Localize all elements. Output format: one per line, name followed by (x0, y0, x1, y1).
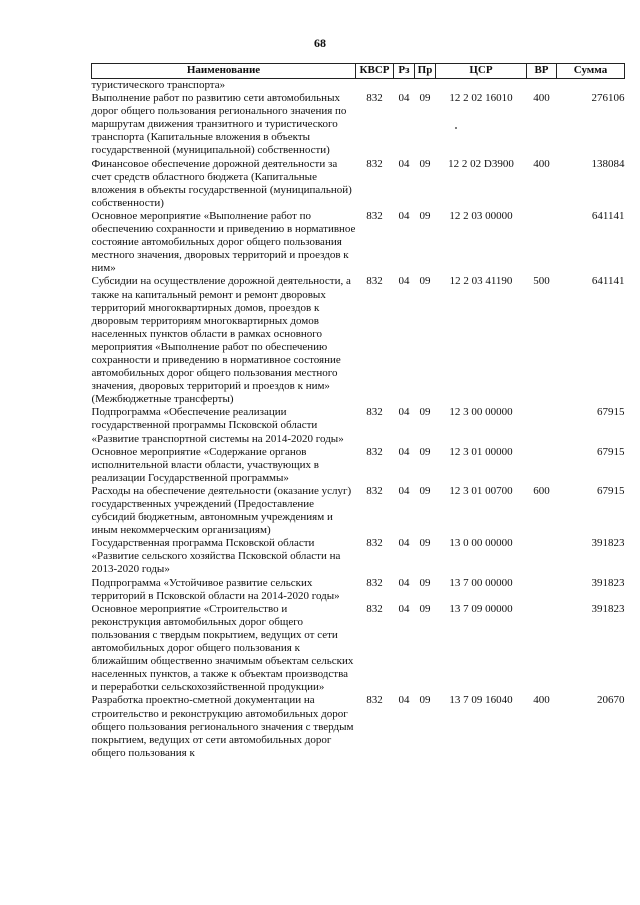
cell-csr: 12 3 00 00000 (449, 406, 513, 419)
table-row (92, 603, 625, 695)
cell-sum: 391823 (591, 602, 625, 615)
cell-vr: 400 (533, 694, 550, 707)
budget-table (91, 63, 625, 760)
cell-sum: 20670 (597, 694, 625, 707)
cell-csr: 13 7 00 00000 (449, 576, 513, 589)
cell-rz: 04 (398, 275, 410, 288)
cell-vr (527, 406, 557, 445)
cell-csr: 13 7 09 16040 (449, 694, 513, 707)
header-kvsr: КВСР (356, 64, 394, 79)
cell-kvsr: 832 (366, 406, 383, 419)
cell-kvsr: 832 (366, 576, 383, 589)
cell-vr (527, 537, 557, 576)
cell-pr: 09 (419, 209, 431, 222)
cell-csr: 13 0 00 00000 (449, 537, 513, 550)
cell-vr (527, 210, 557, 275)
cell-kvsr: 832 (366, 157, 383, 170)
cell-sum: 276106 (591, 92, 625, 105)
cell-pr: 09 (419, 445, 431, 458)
header-rz: Рз (394, 64, 415, 79)
cell-pr: 09 (419, 275, 431, 288)
cell-rz: 04 (398, 484, 410, 497)
cell-pr: 09 (419, 537, 431, 550)
cell-csr: 12 3 01 00000 (449, 445, 513, 458)
cell-rz: 04 (398, 406, 410, 419)
cell-name: Основное мероприятие «Строительство и реконструкция автомобильных дорог общего пользования с твердым покрытием, ведущих от сети автомобильных дорог общего пользования к ближайшим общественно значимым объектам сельских населенных пунктов, а также к объектам производства и переработки сельскохозяйственной продукции» (91, 602, 354, 694)
cell-sum: 641141 (591, 209, 625, 222)
cell-pr: 09 (419, 484, 431, 497)
cell-kvsr: 832 (366, 484, 383, 497)
table-row (92, 537, 625, 576)
cell-kvsr: 832 (366, 92, 383, 105)
cell-sum: 67915 (597, 484, 625, 497)
cell-csr: 12 2 03 00000 (449, 209, 513, 222)
table-row (92, 275, 625, 406)
cell-vr: 400 (533, 157, 550, 170)
cell-pr: 09 (419, 406, 431, 419)
cell-name: Подпрограмма «Обеспечение реализации государственной программы Псковской области «Развитие транспортной системы на 2014-2020 годы» (91, 406, 344, 445)
cell-kvsr: 832 (366, 209, 383, 222)
cell-rz: 04 (398, 576, 410, 589)
table-row (92, 92, 625, 157)
table-header-row (92, 64, 625, 79)
cell-name: Подпрограмма «Устойчивое развитие сельских территорий в Псковской области на 2014-2020 годы» (91, 576, 340, 602)
cell-name: Выполнение работ по развитию сети автомобильных дорог общего пользования регионального значения по маршрутам движения транзитного и туристического транспорта (Капитальные вложения в объекты государственной (муниципальной) собственности) (91, 92, 347, 157)
table-row (92, 406, 625, 445)
cell-sum: 67915 (597, 406, 625, 419)
table-row (92, 158, 625, 210)
table-row (92, 210, 625, 275)
cell-name: Государственная программа Псковской области «Развитие сельского хозяйства Псковской области на 2013-2020 годы» (91, 537, 341, 576)
cell-sum: 138084 (591, 157, 625, 170)
table-row (92, 577, 625, 603)
table-row (92, 446, 625, 485)
cell-csr: 12 3 01 00700 (449, 484, 513, 497)
cell-kvsr: 832 (366, 275, 383, 288)
cell-rz: 04 (398, 92, 410, 105)
cell-kvsr: 832 (366, 537, 383, 550)
cell-vr: 500 (533, 275, 550, 288)
cell-csr: 12 2 03 41190 (449, 275, 513, 288)
cell-sum: 67915 (597, 445, 625, 458)
table-row-continuation (92, 79, 625, 93)
cell-pr: 09 (419, 576, 431, 589)
header-sum: Сумма (557, 64, 625, 79)
cell-vr: 600 (533, 484, 550, 497)
cell-name: Основное мероприятие «Выполнение работ по обеспечению сохранности и приведению в нормативное состояние автомобильных дорог общего пользования местного значения, дворовых территорий и проездов к ним» (91, 209, 356, 275)
cell-csr: 13 7 09 00000 (449, 602, 513, 615)
cell-rz: 04 (398, 157, 410, 170)
header-csr: ЦСР (436, 64, 527, 79)
table-row (92, 485, 625, 537)
cell-csr: 12 2 02 16010 (449, 92, 513, 105)
cell-sum: 391823 (591, 576, 625, 589)
header-vr: ВР (527, 64, 557, 79)
cell-pr: 09 (419, 157, 431, 170)
cell-name: Основное мероприятие «Содержание органов исполнительной власти области, участвующих в реализации Государственной программы» (91, 445, 319, 484)
cell-kvsr: 832 (366, 694, 383, 707)
cell-sum: 391823 (591, 537, 625, 550)
cell-pr: 09 (419, 92, 431, 105)
cell-kvsr: 832 (366, 602, 383, 615)
cell-rz: 04 (398, 209, 410, 222)
cell-rz: 04 (398, 537, 410, 550)
cell-csr: 12 2 02 D3900 (448, 157, 514, 170)
cell-vr: 400 (533, 92, 550, 105)
header-pr: Пр (415, 64, 436, 79)
cell-pr: 09 (419, 602, 431, 615)
cell-pr: 09 (419, 694, 431, 707)
scan-speck (455, 127, 457, 129)
continuation-text: туристического транспорта» (91, 79, 226, 91)
cell-vr (527, 446, 557, 485)
cell-vr (527, 603, 557, 695)
cell-name: Разработка проектно-сметной документации на строительство и реконструкцию автомобильных дорог общего пользования регионального значения с твердым покрытием, ведущих от сети автомобильных дорог общего пользования к (91, 694, 354, 759)
cell-name: Финансовое обеспечение дорожной деятельности за счет средств областного бюджета (Капитальные вложения в объекты государственной (муниципальной) собственности) (91, 157, 352, 209)
cell-rz: 04 (398, 445, 410, 458)
cell-name: Расходы на обеспечение деятельности (оказание услуг) государственных учреждений (Предоставление субсидий бюджетным, автономным учреждениям и иным некоммерческим организациям) (91, 484, 352, 537)
cell-vr (527, 577, 557, 603)
page-number: 68 (314, 36, 326, 50)
cell-rz: 04 (398, 694, 410, 707)
table-row (92, 694, 625, 759)
cell-kvsr: 832 (366, 445, 383, 458)
cell-name: Субсидии на осуществление дорожной деятельности, а также на капитальный ремонт и ремонт дворовых территорий многоквартирных домов, проездов к дворовым территориям многоквартирных домов населенных пунктов области в рамках основного мероприятия «Выполнение работ по обеспечению сохранности и приведению в нормативное состояние автомобильных дорог общего пользования местного значения, дворовых территорий и проездов к ним» (Межбюджетные трансферты) (91, 275, 351, 406)
cell-rz: 04 (398, 602, 410, 615)
cell-sum: 641141 (591, 275, 625, 288)
header-name: Наименование (92, 64, 356, 79)
